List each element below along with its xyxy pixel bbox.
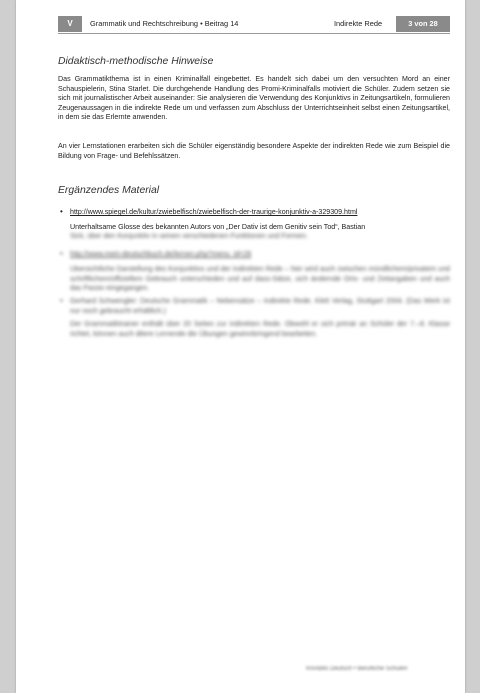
section-title-hinweise: Didaktisch-methodische Hinweise [58,56,214,67]
material-link[interactable]: http://www.mein-deutschbuch.de/lernen.php?menu_id=28 [70,250,252,258]
page-footer: RAABits Deutsch • Berufliche Schulen [306,666,408,672]
material-description: Übersichtliche Darstellung des Konjunktivs und der indirekten Rede – hier wird auch zwischen mündlichem/privatem und schriftlichem/offiziellem Gebrauch unterschieden und auf dass-Sätze, sich ändernde Orts- und Zeitangaben und auch das Passiv eingegangen. [70,265,450,292]
material-source: Gerhard Schwengler: Deutsche Grammatik – Nebensätze – Indirekte Rede. Klett Verlag, Stuttgart 2004. (Das Werk ist nur noch gebraucht erhältlich.) [70,297,450,315]
section-title-material: Ergänzendes Material [58,185,160,196]
header-title: Grammatik und Rechtschreibung • Beitrag 14 [90,19,239,28]
header-topic: Indirekte Rede [334,19,383,28]
page-number: 3 von 28 [396,16,450,32]
material-description: Sick, über den Konjunktiv in seinen verschiedenen Funktionen und Formen. [70,232,308,240]
material-description: Der Grammatiktrainer enthält über 20 Seiten zur indirekten Rede. Obwohl er sich primär an Schüler der 7.–8. Klasse richtet, können auch ältere Lernende die Übungen gewinnbringend bearbeiten. [70,320,450,338]
material-link[interactable]: http://www.spiegel.de/kultur/zwiebelfisch/zwiebelfisch-der-traurige-konjunktiv-a-329309.html [70,208,358,216]
document-page [16,0,465,693]
material-description: Unterhaltsame Glosse des bekannten Autors von „Der Dativ ist dem Genitiv sein Tod“, Bastian [70,223,366,231]
bullet-marker: • [60,249,63,258]
bullet-marker: • [60,296,63,305]
paragraph-intro: Das Grammatikthema ist in einen Kriminalfall eingebettet. Es handelt sich dabei um den versuchten Mord an einer Schauspielerin, Stina Starlet. Die durchgehende Handlung des Promi-Kriminalfalls motiviert die Schüler. Zudem setzen sie sich mit journalistischer Arbeit auseinander: Sie analysieren die Verwendung des Konjunktivs in Zeitungsartikeln, formulieren Zeugenaussagen in die indirekte Rede um und verfassen zum Abschluss der Unterrichtseinheit selbst einen Zeitungsartikel, in dem sie das Erlernte anwenden. [58,75,450,121]
page-header [58,16,450,34]
section-badge: V [58,16,82,32]
paragraph-lernstationen: An vier Lernstationen erarbeiten sich die Schüler eigenständig besondere Aspekte der indirekten Rede wie zum Beispiel die Bildung von Frage- und Befehlssätzen. [58,142,450,160]
bullet-marker: • [60,207,63,216]
